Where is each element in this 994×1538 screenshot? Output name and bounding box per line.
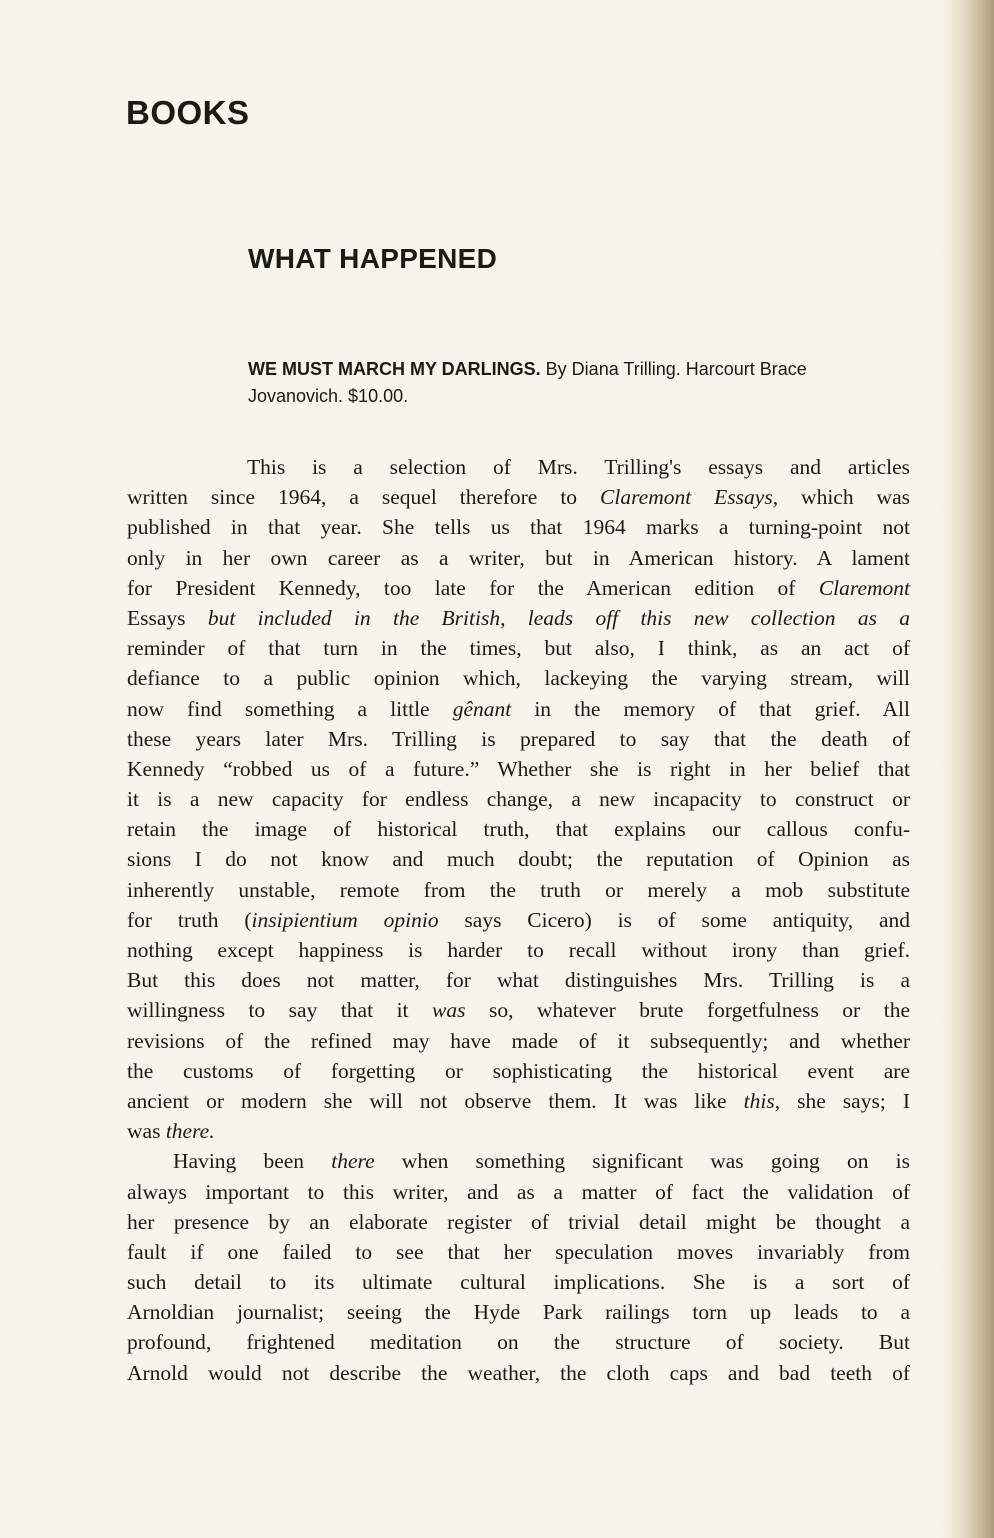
text-run: fault if one failed to see that her speculation moves invariably from <box>127 1239 910 1264</box>
text-line <box>127 905 910 935</box>
text-run: the customs of forgetting or sophisticating the historical event are <box>127 1058 910 1083</box>
text-run: sions I do not know and much doubt; the reputation of Opinion as <box>127 847 910 872</box>
text-line <box>127 995 910 1025</box>
text-run: in the memory of that grief. All <box>511 696 910 721</box>
italic-text: was <box>432 998 466 1023</box>
text-line <box>127 814 910 844</box>
text-line <box>127 482 910 512</box>
italic-text: but included in the British, leads off this new collection as a <box>185 605 910 630</box>
italic-text: insipientium opinio <box>251 907 439 932</box>
italic-text: there <box>331 1149 375 1174</box>
text-run: her presence by an elaborate register of trivial detail might be thought a <box>127 1209 910 1234</box>
paragraph <box>127 1146 910 1388</box>
text-line <box>127 724 910 754</box>
text-run: was <box>127 1119 166 1144</box>
text-line <box>127 965 910 995</box>
text-line <box>127 1207 910 1237</box>
text-line <box>127 1056 910 1086</box>
review-body <box>127 452 910 1388</box>
text-line <box>127 1358 910 1388</box>
text-run: only in her own career as a writer, but in American history. A lament <box>127 545 910 570</box>
text-run: says Cicero) is of some antiquity, and <box>438 907 910 932</box>
italic-text: Claremont <box>818 575 910 600</box>
text-run: profound, frightened meditation on the structure of society. But <box>127 1330 910 1355</box>
book-details: By Diana Trilling. Harcourt Brace <box>540 359 807 379</box>
review-title: WHAT HAPPENED <box>248 243 498 274</box>
text-line <box>127 1267 910 1297</box>
italic-text: this, <box>743 1088 781 1113</box>
text-run: Arnoldian journalist; seeing the Hyde Park railings torn up leads to a <box>127 1300 910 1325</box>
text-line <box>127 694 910 724</box>
text-run: But this does not matter, for what distinguishes Mrs. Trilling is a <box>127 968 910 993</box>
text-line <box>127 844 910 874</box>
text-line <box>127 603 910 633</box>
text-run: always important to this writer, and as a matter of fact the validation of <box>127 1179 910 1204</box>
text-run: revisions of the refined may have made of it subsequently; and whether <box>127 1028 910 1053</box>
text-run: reminder of that turn in the times, but also, I think, as an act of <box>127 636 910 661</box>
text-line <box>127 452 910 482</box>
text-run: for truth ( <box>127 907 252 932</box>
text-run: Arnold would not describe the weather, the cloth caps and bad teeth of <box>127 1360 910 1385</box>
text-run: nothing except happiness is harder to recall without irony than grief. <box>127 938 910 962</box>
text-line <box>127 1327 910 1357</box>
text-run: such detail to its ultimate cultural implications. She is a sort of <box>127 1270 910 1295</box>
text-run: now find something a little <box>127 696 453 721</box>
text-line <box>127 573 910 603</box>
text-line <box>127 1026 910 1056</box>
text-line <box>127 1086 910 1116</box>
text-run: ancient or modern she will not observe them. It was like <box>127 1088 744 1113</box>
italic-text: Claremont Essays, <box>600 485 779 510</box>
text-run: This is a selection of Mrs. Trilling's essays and articles <box>247 455 910 479</box>
text-run: willingness to say that it <box>127 998 433 1023</box>
book-citation <box>248 356 920 410</box>
paragraph <box>127 452 910 1146</box>
text-line <box>127 1237 910 1267</box>
text-run: it is a new capacity for endless change, a new incapacity to construct or <box>127 787 910 812</box>
text-run: when something significant was going on is <box>374 1149 910 1174</box>
text-run: defiance to a public opinion which, lackeying the varying stream, will <box>127 666 910 691</box>
text-line <box>127 1177 910 1207</box>
text-run: Having been <box>173 1149 332 1174</box>
text-run: for President Kennedy, too late for the American edition of <box>127 575 819 600</box>
book-publisher-price: Jovanovich. $10.00. <box>248 386 409 406</box>
text-line <box>127 633 910 663</box>
text-line <box>127 512 910 542</box>
text-run: written since 1964, a sequel therefore to <box>127 485 601 510</box>
text-line <box>127 543 910 573</box>
italic-text: gênant <box>452 696 512 721</box>
text-line <box>127 663 910 693</box>
text-line <box>127 1116 910 1146</box>
text-run: she says; I <box>780 1088 910 1113</box>
text-line <box>127 1297 910 1327</box>
page-binding-shadow <box>942 0 994 1538</box>
text-run: so, whatever brute forgetfulness or the <box>465 998 910 1023</box>
text-line <box>127 754 910 784</box>
book-title: WE MUST MARCH MY DARLINGS. <box>248 359 541 379</box>
text-line <box>127 784 910 814</box>
text-run: retain the image of historical truth, that explains our callous confu- <box>127 817 910 842</box>
text-run: which was <box>778 485 910 510</box>
text-line <box>127 1146 910 1176</box>
text-line <box>127 935 910 965</box>
text-run: published in that year. She tells us that 1964 marks a turning-point not <box>127 515 910 540</box>
section-heading: BOOKS <box>126 94 250 131</box>
text-run: these years later Mrs. Trilling is prepared to say that the death of <box>127 726 910 751</box>
italic-text: there. <box>165 1119 215 1144</box>
text-run: Kennedy “robbed us of a future.” Whether she is right in her belief that <box>127 756 910 781</box>
text-run: inherently unstable, remote from the truth or merely a mob substitute <box>127 877 910 902</box>
text-run: Essays <box>127 605 186 630</box>
text-line <box>127 875 910 905</box>
